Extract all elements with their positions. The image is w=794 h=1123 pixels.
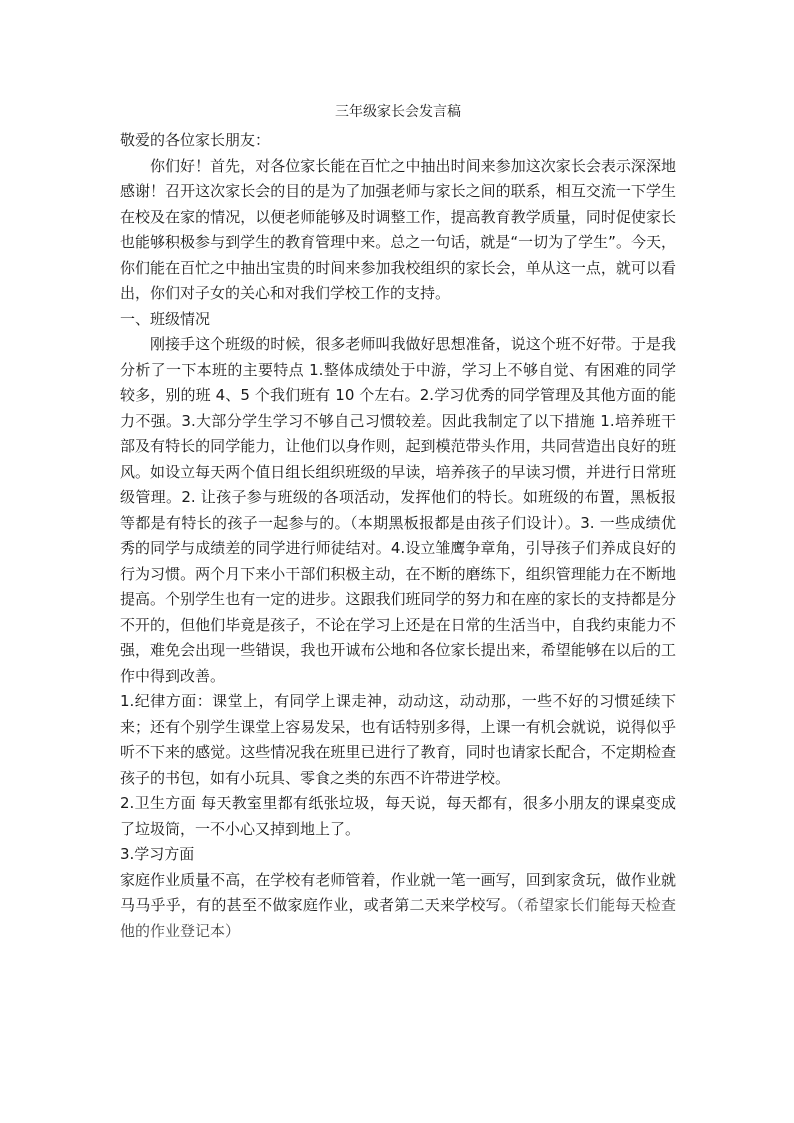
section-heading-class-situation: 一、班级情况	[120, 309, 211, 328]
hygiene-paragraph: 2.卫生方面 每天教室里都有纸张垃圾，每天说，每天都有，很多小朋友的课桌变成了垃圾筒，一不小心又掉到地上了。	[120, 794, 676, 838]
class-situation-paragraph: 刚接手这个班级的时候，很多老师叫我做好思想准备，说这个班不好带。于是我分析了一下本班的主要特点 1.整体成绩处于中游，学习上不够自觉、有困难的同学较多，别的班 4、5 个我们班有 10 个左右。2.学习优秀的同学管理及其他方面的能力不强。3.大部分学生学习不够自己习惯较差。因此我制定了以下措施 1.培养班干部及有特长的同学能力，让他们以身作则，起到模范带头作用，共同营造出良好的班风。如设立每天两个值日组长组织班级的早读，培养孩子的早读习惯，并进行日常班级管理。2. 让孩子参与班级的各项活动，发挥他们的特长。如班级的布置，黑板报等都是有特长的孩子一起参与的。（本期黑板报都是由孩子们设计）。3. 一些成绩优秀的同学与成绩差的同学进行师徒结对。4.设立雏鹰争章角，引导孩子们养成良好的行为习惯。两个月下来小干部们积极主动，在不断的磨练下，组织管理能力在不断地提高。个别学生也有一定的进步。这跟我们班同学的努力和在座的家长的支持都是分不开的，但他们毕竟是孩子，不论在学习上还是在日常的生活当中，自我约束能力不强，难免会出现一些错误，我也开诚布公地和各位家长提出来，希望能够在以后的工作中得到改善。	[120, 335, 676, 685]
document-title: 三年级家长会发言稿	[335, 104, 461, 120]
document-body	[120, 102, 676, 944]
discipline-paragraph: 1.纪律方面：课堂上，有同学上课走神，动动这，动动那，一些不好的习惯延续下来；还有个别学生课堂上容易发呆，也有话特别多得，上课一有机会就说，说得似乎听不下来的感觉。这些情况我在班里已进行了教育，同时也请家长配合，不定期检查孩子的书包，如有小玩具、零食之类的东西不许带进学校。	[120, 692, 676, 787]
greeting: 敬爱的各位家长朋友：	[120, 131, 271, 149]
intro-paragraph: 你们好！首先，对各位家长能在百忙之中抽出时间来参加这次家长会表示深深地感谢！召开这次家长会的目的是为了加强老师与家长之间的联系，相互交流一下学生在校及在家的情况，以便老师能够及时调整工作，提高教育教学质量，同时促使家长也能够积极参与到学生的教育管理中来。总之一句话，就是“一切为了学生”。今天，你们能在百忙之中抽出宝贵的时间来参加我校组织的家长会，单从这一点，就可以看出，你们对子女的关心和对我们学校工作的支持。	[120, 156, 676, 302]
study-paragraph	[120, 868, 676, 945]
study-heading: 3.学习方面	[120, 845, 195, 863]
study-note: （希望家长们能每天检查他的作业登记本）	[120, 896, 676, 940]
study-text: 家庭作业质量不高，在学校有老师管着，作业就一笔一画写，回到家贪玩，做作业就马马乎乎，有的甚至不做家庭作业，或者第二天来学校写。	[120, 870, 676, 914]
